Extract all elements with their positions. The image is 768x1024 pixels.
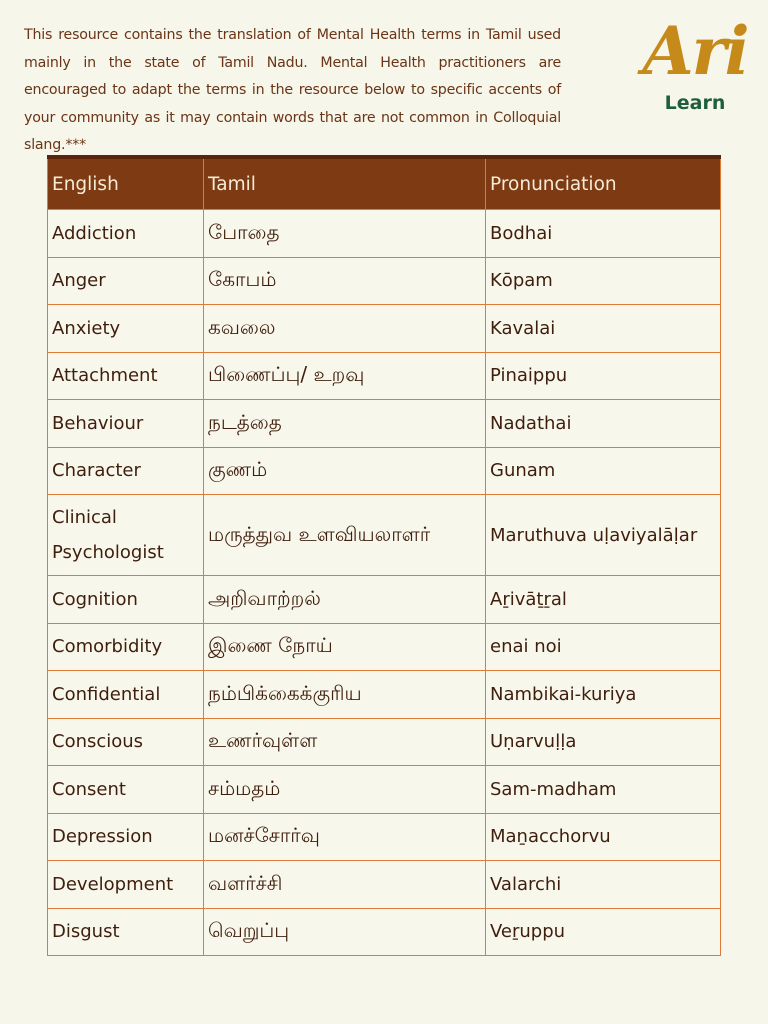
cell-pronunciation: Nadathai [486,400,721,448]
cell-pronunciation: Maruthuva uḷaviyalāḷar [486,495,721,576]
cell-tamil: இணை நோய் [204,623,486,671]
cell-tamil: நடத்தை [204,400,486,448]
table-row [48,908,721,956]
cell-english: Anger [48,257,204,305]
cell-tamil: சம்மதம் [204,766,486,814]
cell-tamil: கவலை [204,305,486,353]
table-row [48,352,721,400]
cell-english: Behaviour [48,400,204,448]
logo-mark: Ari [642,12,748,90]
cell-english: Comorbidity [48,623,204,671]
table-row [48,813,721,861]
cell-tamil: போதை [204,210,486,258]
cell-tamil: பிணைப்பு/ உறவு [204,352,486,400]
cell-pronunciation: Veṟuppu [486,908,721,956]
cell-tamil: அறிவாற்றல் [204,576,486,624]
table-row [48,305,721,353]
cell-english: Depression [48,813,204,861]
cell-pronunciation: Maṉacchorvu [486,813,721,861]
header-english: English [48,157,204,210]
cell-pronunciation: Kōpam [486,257,721,305]
cell-english: Clinical Psychologist [48,495,204,576]
cell-english: Cognition [48,576,204,624]
cell-english: Character [48,447,204,495]
cell-pronunciation: Pinaippu [486,352,721,400]
header-tamil: Tamil [204,157,486,210]
table-body [48,210,721,956]
cell-english: Anxiety [48,305,204,353]
table-row [48,718,721,766]
table-row [48,210,721,258]
cell-english: Development [48,861,204,909]
cell-tamil: உணர்வுள்ள [204,718,486,766]
logo-subtitle: Learn [664,92,726,114]
cell-tamil: மருத்துவ உளவியலாளர் [204,495,486,576]
cell-pronunciation: Nambikai-kuriya [486,671,721,719]
table-row [48,447,721,495]
cell-tamil: வெறுப்பு [204,908,486,956]
cell-tamil: வளர்ச்சி [204,861,486,909]
cell-tamil: குணம் [204,447,486,495]
table-row [48,861,721,909]
cell-tamil: கோபம் [204,257,486,305]
intro-text: This resource contains the translation of Mental Health terms in Tamil used mainly in the state of Tamil Nadu. Mental Health practitioners are encouraged to adapt the terms in the resource below to specific accents of your community as it may contain words that are not common in Colloquial slang.*** [24,27,561,153]
cell-english: Consent [48,766,204,814]
cell-english: Addiction [48,210,204,258]
table-row [48,257,721,305]
glossary-table [47,155,721,956]
table-row [48,400,721,448]
cell-english: Attachment [48,352,204,400]
table-row [48,495,721,576]
table-row [48,576,721,624]
table-row [48,766,721,814]
cell-english: Confidential [48,671,204,719]
header-pronunciation: Pronunciation [486,157,721,210]
cell-pronunciation: Valarchi [486,861,721,909]
cell-english: Conscious [48,718,204,766]
cell-pronunciation: Bodhai [486,210,721,258]
table-row [48,623,721,671]
cell-tamil: மனச்சோர்வு [204,813,486,861]
cell-pronunciation: Uṇarvuḷḷa [486,718,721,766]
cell-pronunciation: Sam-madham [486,766,721,814]
cell-tamil: நம்பிக்கைக்குரிய [204,671,486,719]
glossary-table-container [47,155,720,956]
cell-pronunciation: Gunam [486,447,721,495]
cell-pronunciation: Aṟivāṯṟal [486,576,721,624]
cell-english: Disgust [48,908,204,956]
table-header-row [48,157,721,210]
cell-pronunciation: Kavalai [486,305,721,353]
cell-pronunciation: enai noi [486,623,721,671]
table-row [48,671,721,719]
ari-learn-logo [640,12,750,130]
